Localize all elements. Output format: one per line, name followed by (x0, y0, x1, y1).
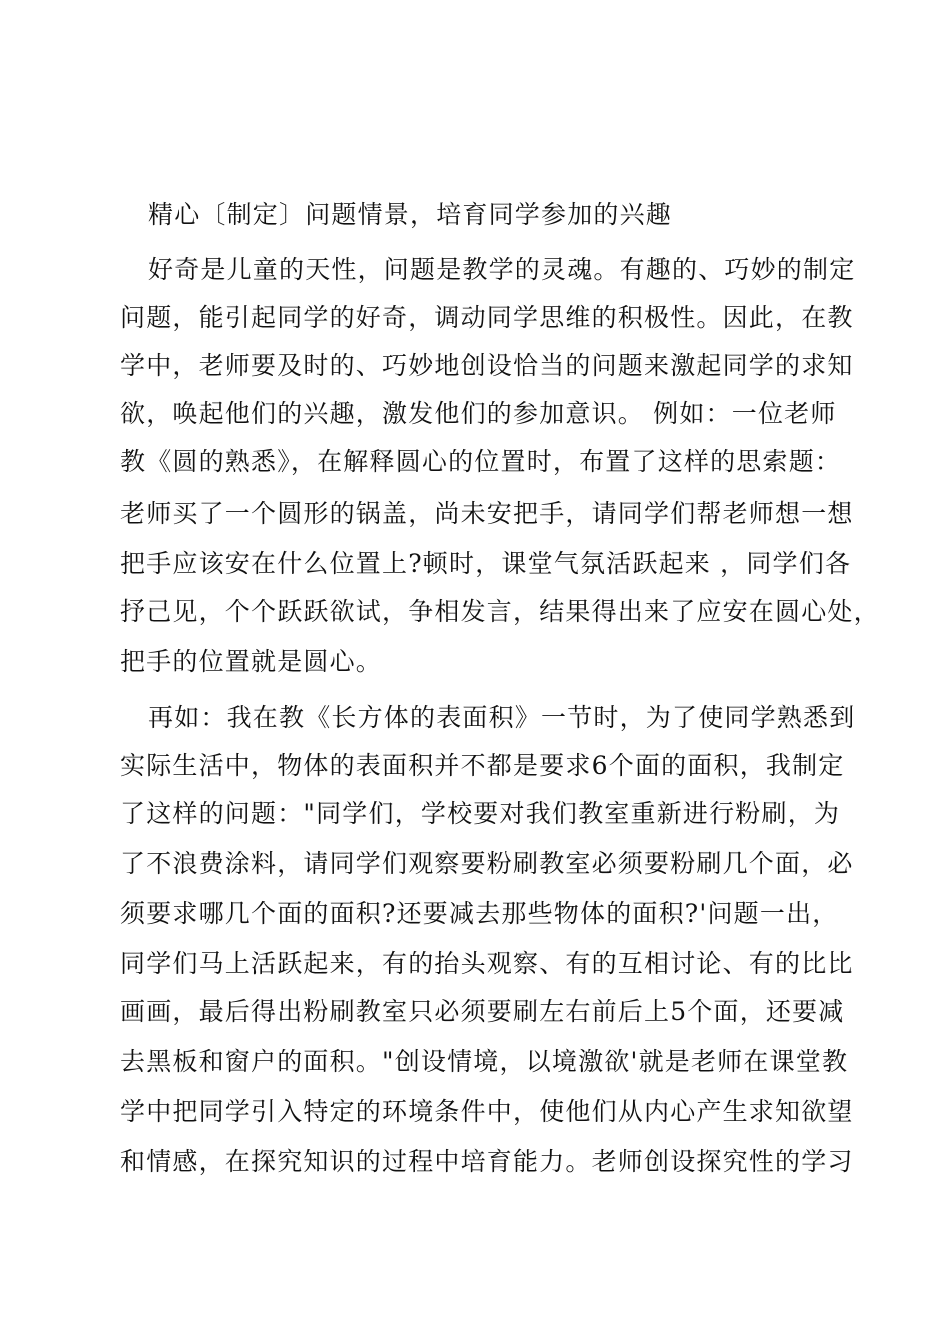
paragraph-line: 画画，最后得出粉刷教室只必须要刷左右前后上5个面，还要减 (120, 997, 845, 1026)
paragraph-line: 把手应该安在什么位置上?顿时，课堂气氛活跃起来 ，同学们各 (120, 549, 852, 578)
section-heading: 精心〔制定〕问题情景，培育同学参加的兴趣 (148, 200, 673, 229)
paragraph-line: 了这样的问题："同学们，学校要对我们教室重新进行粉刷，为 (120, 799, 841, 828)
paragraph-line: 学中把同学引入特定的环境条件中，使他们从内心产生求知欲望 (120, 1097, 854, 1126)
paragraph-line: 同学们马上活跃起来，有的抬头观察、有的互相讨论、有的比比 (120, 949, 854, 978)
paragraph-line: 教《圆的熟悉》，在解释圆心的位置时，布置了这样的思索题： (120, 447, 842, 476)
paragraph-line: 学中，老师要及时的、巧妙地创设恰当的问题来激起同学的求知 (120, 351, 854, 380)
paragraph-line: 把手的位置就是圆心。 (120, 647, 383, 676)
paragraph-line: 了不浪费涂料，请同学们观察要粉刷教室必须要粉刷几个面，必 (120, 849, 854, 878)
paragraph-line: 去黑板和窗户的面积。"创设情境，以境激欲'就是老师在课堂教 (120, 1047, 849, 1076)
paragraph-line: 好奇是儿童的天性，问题是教学的灵魂。有趣的、巧妙的制定 (148, 255, 856, 284)
paragraph-line: 抒己见，个个跃跃欲试，争相发言，结果得出来了应安在圆心处， (120, 597, 880, 626)
paragraph-line: 问题，能引起同学的好奇，调动同学思维的积极性。因此，在教 (120, 303, 854, 332)
paragraph-line: 实际生活中，物体的表面积并不都是要求6个面的面积，我制定 (120, 751, 845, 780)
paragraph-line: 和情感，在探究知识的过程中培育能力。老师创设探究性的学习 (120, 1147, 854, 1176)
paragraph-line: 老师买了一个圆形的锅盖，尚未安把手，请同学们帮老师想一想 (120, 499, 854, 528)
paragraph-line: 欲，唤起他们的兴趣，激发他们的参加意识。 例如：一位老师 (120, 399, 837, 428)
paragraph-line: 再如：我在教《长方体的表面积》一节时，为了使同学熟悉到 (148, 703, 856, 732)
paragraph-line: 须要求哪几个面的面积?还要减去那些物体的面积?'问题一出， (120, 899, 839, 928)
